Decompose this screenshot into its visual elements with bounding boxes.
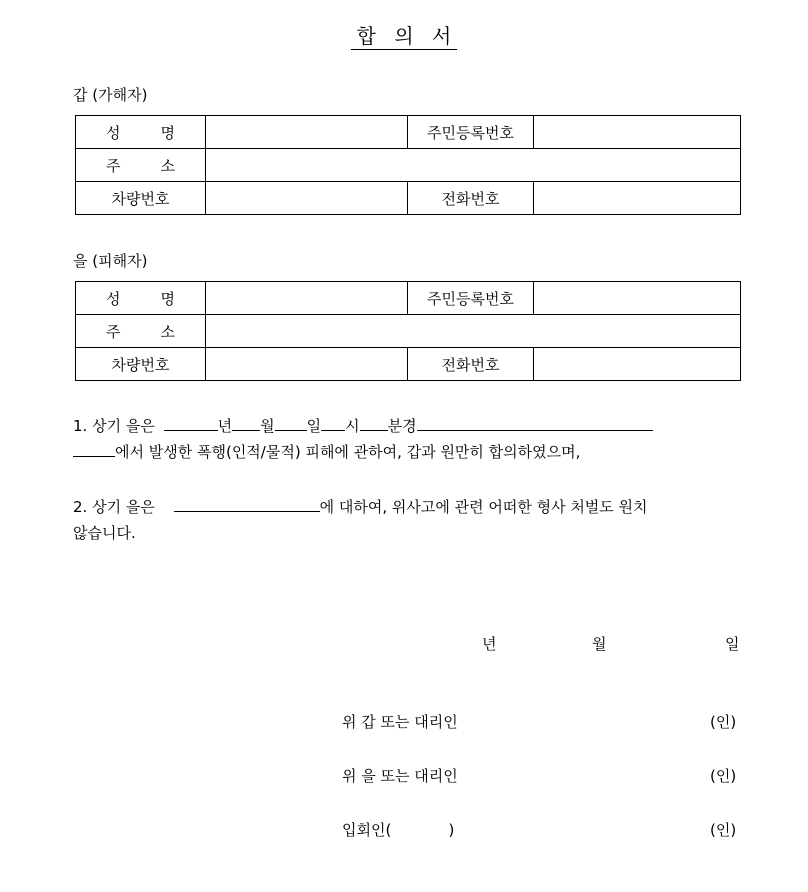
witness-label: 입회인( ) bbox=[342, 821, 455, 839]
minute-blank[interactable] bbox=[360, 416, 388, 431]
rrn-label: 주민등록번호 bbox=[408, 116, 534, 149]
rrn-field[interactable] bbox=[534, 282, 741, 315]
party-b-table bbox=[75, 281, 741, 381]
clause-2-line2: 않습니다. bbox=[73, 524, 136, 542]
party-a-heading: 갑 (가해자) bbox=[73, 86, 148, 104]
day-label: 일 bbox=[306, 417, 322, 435]
date-day: 일 bbox=[725, 635, 740, 653]
party-a-table bbox=[75, 115, 741, 215]
day-blank[interactable] bbox=[275, 416, 307, 431]
vehicle-field[interactable] bbox=[206, 182, 408, 215]
clause-1-line2: 에서 발생한 폭행(인적/물적) 피해에 관하여, 갑과 원만히 합의하였으며, bbox=[115, 443, 581, 461]
name-field[interactable] bbox=[206, 116, 408, 149]
seal-witness: (인) bbox=[710, 821, 737, 839]
party-b-heading: 을 (피해자) bbox=[73, 252, 148, 270]
month-label: 월 bbox=[260, 417, 275, 435]
date-year: 년 bbox=[482, 635, 497, 653]
address-label: 주 소 bbox=[76, 315, 206, 348]
place-blank[interactable] bbox=[73, 442, 115, 457]
vehicle-field[interactable] bbox=[206, 348, 408, 381]
phone-field[interactable] bbox=[534, 182, 741, 215]
month-blank[interactable] bbox=[232, 416, 260, 431]
minute-label: 분경 bbox=[387, 417, 417, 435]
seal-party-b: (인) bbox=[710, 767, 737, 785]
clause-2-prefix: 2. 상기 을은 bbox=[73, 498, 155, 516]
seal-party-a: (인) bbox=[710, 713, 737, 731]
phone-label: 전화번호 bbox=[408, 348, 534, 381]
location-blank[interactable] bbox=[417, 416, 653, 431]
year-label: 년 bbox=[217, 417, 233, 435]
name-label: 성 명 bbox=[76, 116, 206, 149]
address-field[interactable] bbox=[206, 315, 741, 348]
document-title: 합 의 서 bbox=[0, 20, 808, 49]
signature-party-b-label: 위 을 또는 대리인 bbox=[342, 767, 458, 785]
signature-party-a-label: 위 갑 또는 대리인 bbox=[342, 713, 458, 731]
hour-blank[interactable] bbox=[321, 416, 345, 431]
amount-blank[interactable] bbox=[174, 497, 320, 512]
name-label: 성 명 bbox=[76, 282, 206, 315]
year-blank[interactable] bbox=[164, 416, 218, 431]
name-field[interactable] bbox=[206, 282, 408, 315]
address-label: 주 소 bbox=[76, 149, 206, 182]
clause-2-text: 에 대하여, 위사고에 관련 어떠한 형사 처벌도 원치 bbox=[319, 498, 648, 516]
phone-field[interactable] bbox=[534, 348, 741, 381]
date-month: 월 bbox=[592, 635, 607, 653]
clause-1-prefix: 1. 상기 을은 bbox=[73, 417, 155, 435]
phone-label: 전화번호 bbox=[408, 182, 534, 215]
clause-1 bbox=[73, 413, 743, 465]
vehicle-label: 차량번호 bbox=[76, 182, 206, 215]
address-field[interactable] bbox=[206, 149, 741, 182]
clause-2 bbox=[73, 494, 743, 546]
vehicle-label: 차량번호 bbox=[76, 348, 206, 381]
hour-label: 시 bbox=[345, 417, 360, 435]
rrn-field[interactable] bbox=[534, 116, 741, 149]
rrn-label: 주민등록번호 bbox=[408, 282, 534, 315]
